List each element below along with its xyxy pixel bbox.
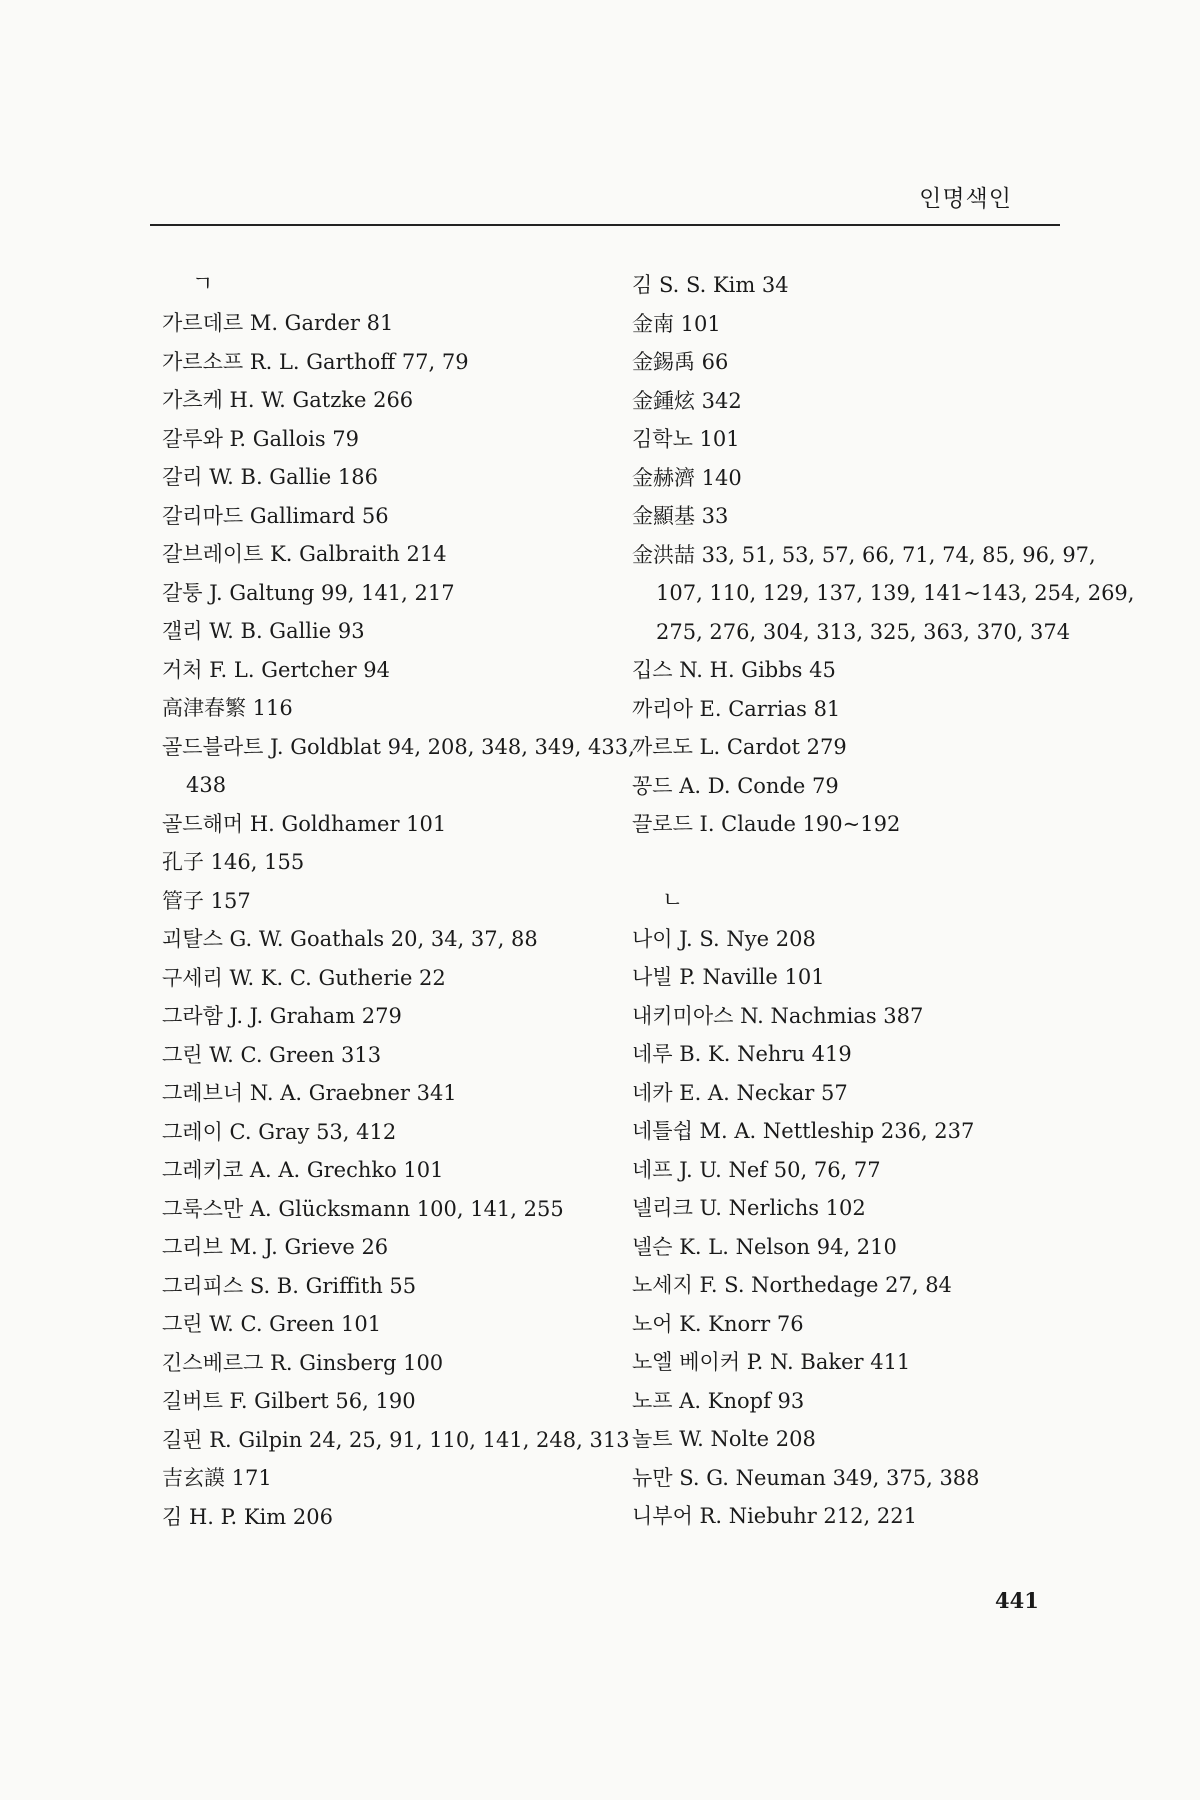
index-entry: 그린 W. C. Green 101 bbox=[162, 1312, 382, 1336]
index-entry: 그레이 C. Gray 53, 412 bbox=[162, 1119, 397, 1144]
index-entry: 골드블라트 J. Goldblat 94, 208, 348, 349, 433, bbox=[162, 734, 635, 759]
index-entry: 吉玄謨 171 bbox=[162, 1466, 272, 1490]
index-entry: 끌로드 I. Claude 190~192 bbox=[632, 812, 901, 836]
page-number: 441 bbox=[995, 1588, 1039, 1613]
index-entry: 김 H. P. Kim 206 bbox=[162, 1504, 333, 1529]
left-column bbox=[162, 266, 635, 1536]
index-entry: 네카 E. A. Neckar 57 bbox=[632, 1080, 848, 1105]
left-entry-list bbox=[162, 304, 635, 1536]
index-entry: 나빌 P. Naville 101 bbox=[632, 965, 825, 989]
right-column bbox=[632, 266, 1135, 1536]
index-entry: 김 S. S. Kim 34 bbox=[632, 273, 789, 297]
index-entry: 나이 J. S. Nye 208 bbox=[632, 926, 816, 951]
section-heading-giyeok: ㄱ bbox=[192, 272, 214, 297]
index-entry: 놀트 W. Nolte 208 bbox=[632, 1427, 816, 1451]
index-entry: 金洪喆 33, 51, 53, 57, 66, 71, 74, 85, 96, 97, bbox=[632, 542, 1096, 567]
running-title: 인명색인 bbox=[919, 186, 1012, 212]
index-entry: 갈브레이트 K. Galbraith 214 bbox=[162, 542, 447, 566]
index-entry: 까르도 L. Cardot 279 bbox=[632, 735, 847, 759]
index-entry: 그레키코 A. A. Grechko 101 bbox=[162, 1158, 444, 1182]
index-entry: 갈루와 P. Gallois 79 bbox=[162, 426, 360, 451]
index-entry: 그레브너 N. A. Graebner 341 bbox=[162, 1081, 457, 1105]
index-entry: 그룩스만 A. Glücksmann 100, 141, 255 bbox=[162, 1196, 564, 1221]
index-entry: 金顯基 33 bbox=[632, 504, 729, 528]
section-gap bbox=[632, 844, 1072, 882]
index-entry: 네틀쉽 M. A. Nettleship 236, 237 bbox=[632, 1119, 975, 1143]
index-entry: 노엘 베이커 P. N. Baker 411 bbox=[632, 1350, 911, 1374]
index-entry: 니부어 R. Niebuhr 212, 221 bbox=[632, 1504, 917, 1528]
index-entry: 거처 F. L. Gertcher 94 bbox=[162, 657, 391, 682]
index-entry: 그라함 J. J. Graham 279 bbox=[162, 1004, 402, 1028]
index-entry: 괴탈스 G. W. Goathals 20, 34, 37, 88 bbox=[162, 927, 538, 951]
right-entry-list-nieun bbox=[632, 920, 1072, 1536]
index-entry: 내키미아스 N. Nachmias 387 bbox=[632, 1003, 924, 1028]
index-entry: 그리브 M. J. Grieve 26 bbox=[162, 1235, 389, 1259]
index-entry: 노세지 F. S. Northedage 27, 84 bbox=[632, 1273, 952, 1297]
section-heading-nieun: ㄴ bbox=[662, 887, 684, 913]
index-entry: 네루 B. K. Nehru 419 bbox=[632, 1042, 852, 1066]
index-entry: 김학노 101 bbox=[632, 427, 740, 451]
index-entry: 가르소프 R. L. Garthoff 77, 79 bbox=[162, 349, 469, 374]
index-entry: 그리피스 S. B. Griffith 55 bbox=[162, 1273, 417, 1298]
index-entry: 갈리 W. B. Gallie 186 bbox=[162, 465, 378, 489]
index-entry: 길버트 F. Gilbert 56, 190 bbox=[162, 1389, 416, 1413]
index-entry: 孔子 146, 155 bbox=[162, 850, 305, 874]
index-entry: 가츠케 H. W. Gatzke 266 bbox=[162, 388, 414, 412]
index-entry: 高津春繁 116 bbox=[162, 696, 293, 720]
index-entry: 구세리 W. K. C. Gutherie 22 bbox=[162, 965, 446, 990]
index-entry: 길핀 R. Gilpin 24, 25, 91, 110, 141, 248, 313 bbox=[162, 1427, 630, 1452]
index-entry: 뉴만 S. G. Neuman 349, 375, 388 bbox=[632, 1465, 980, 1490]
index-entry: 가르데르 M. Garder 81 bbox=[162, 311, 394, 335]
index-entry: 넬슨 K. L. Nelson 94, 210 bbox=[632, 1234, 897, 1259]
index-entry: 갈퉁 J. Galtung 99, 141, 217 bbox=[162, 580, 455, 605]
index-entry: 金錫禹 66 bbox=[632, 350, 729, 374]
right-entry-list-giyeok bbox=[632, 266, 1135, 844]
index-entry: 金南 101 bbox=[632, 311, 721, 336]
index-entry: 金鍾炫 342 bbox=[632, 388, 742, 413]
index-entry: 노어 K. Knorr 76 bbox=[632, 1311, 804, 1336]
index-entry: 넬리크 U. Nerlichs 102 bbox=[632, 1196, 866, 1220]
index-entry: 꽁드 A. D. Conde 79 bbox=[632, 773, 839, 798]
index-entry: 管子 157 bbox=[162, 888, 251, 913]
index-entry: 골드해머 H. Goldhamer 101 bbox=[162, 811, 447, 836]
index-entry: 긴스베르그 R. Ginsberg 100 bbox=[162, 1350, 444, 1375]
index-entry: 네프 J. U. Nef 50, 76, 77 bbox=[632, 1157, 881, 1182]
index-entry: 그린 W. C. Green 313 bbox=[162, 1042, 382, 1067]
index-entry: 까리아 E. Carrias 81 bbox=[632, 696, 841, 721]
index-entry: 438 bbox=[186, 773, 227, 797]
index-entry: 107, 110, 129, 137, 139, 141~143, 254, 269, bbox=[656, 581, 1135, 605]
index-entry: 노프 A. Knopf 93 bbox=[632, 1388, 805, 1413]
index-entry: 갤리 W. B. Gallie 93 bbox=[162, 619, 365, 643]
header-rule bbox=[150, 224, 1060, 226]
index-entry: 깁스 N. H. Gibbs 45 bbox=[632, 658, 836, 682]
index-entry: 275, 276, 304, 313, 325, 363, 370, 374 bbox=[656, 619, 1071, 644]
index-entry: 金赫濟 140 bbox=[632, 465, 742, 490]
index-entry: 갈리마드 Gallimard 56 bbox=[162, 503, 389, 528]
